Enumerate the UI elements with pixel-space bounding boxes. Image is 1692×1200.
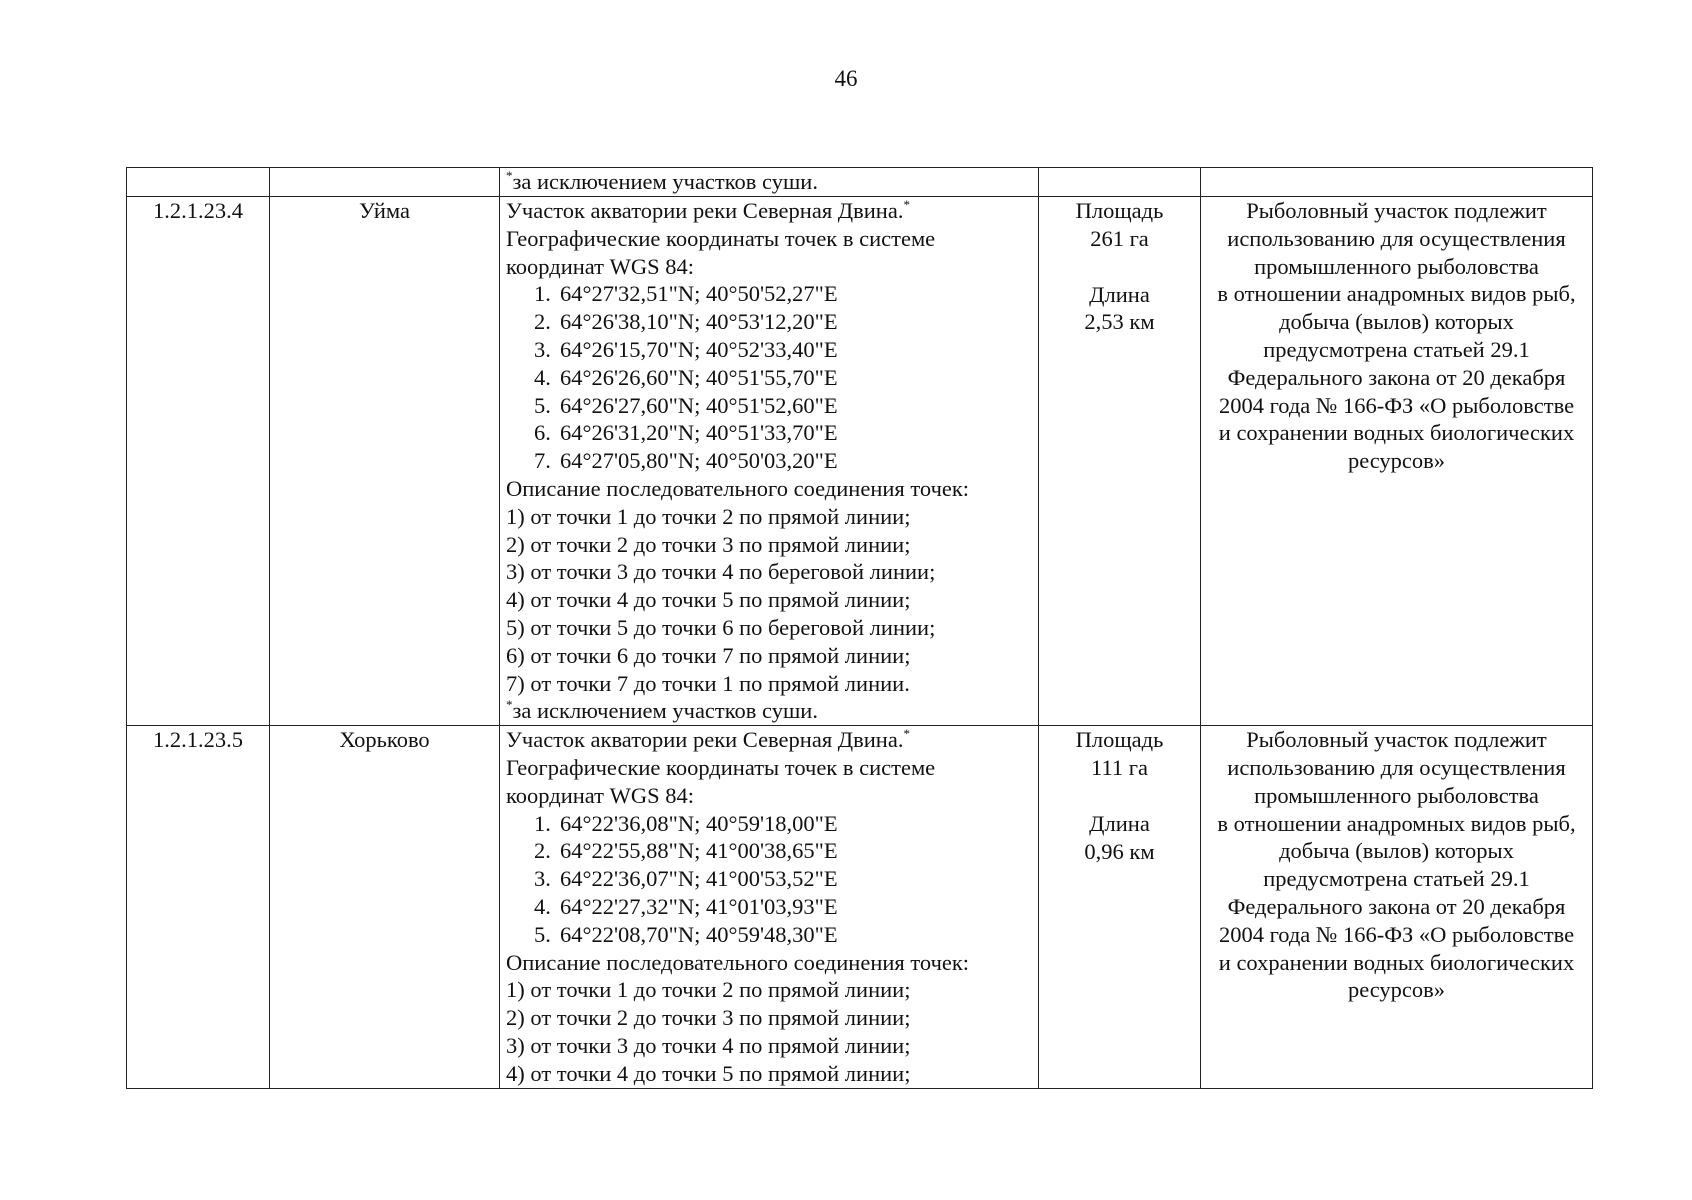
coordinate-point: 3. 64°26'15,70"N; 40°52'33,40"E [534, 336, 838, 362]
area-description [500, 726, 1039, 1088]
connection-line: 2) от точки 2 до точки 3 по прямой линии; [506, 1005, 911, 1031]
connection-line: 6) от точки 6 до точки 7 по прямой линии; [506, 642, 911, 668]
coordinate-point: 3. 64°22'36,07"N; 41°00'53,52"E [534, 866, 838, 892]
footnote-line: *за исключением участков суши. [506, 697, 818, 724]
note-line: использованию для осуществления [1227, 754, 1566, 780]
connection-line: 5) от точки 5 до точки 6 по береговой линии; [506, 614, 936, 640]
description-cell [500, 168, 1039, 197]
note-line: промышленного рыболовства [1254, 253, 1539, 279]
coords-intro: Географические координаты точек в системе [506, 754, 936, 780]
note-line: добыча (вылов) которых [1279, 309, 1514, 335]
note-line: использованию для осуществления [1227, 225, 1566, 251]
area-size-cell [1039, 197, 1201, 726]
note-line: 2004 года № 166-ФЗ «О рыболовстве [1218, 392, 1575, 418]
description-title: Участок акватории реки Северная Двина.* [506, 197, 910, 223]
note-cell [1201, 168, 1593, 197]
connection-intro: Описание последовательного соединения точек: [506, 475, 970, 501]
connection-line: 4) от точки 4 до точки 5 по прямой линии; [506, 1060, 911, 1086]
coordinate-point: 6. 64°26'31,20"N; 40°51'33,70"E [534, 420, 838, 446]
coordinate-point: 5. 64°22'08,70"N; 40°59'48,30"E [534, 921, 838, 947]
coordinate-point: 1. 64°27'32,51"N; 40°50'52,27"E [534, 281, 838, 307]
note-line: промышленного рыболовства [1254, 782, 1539, 808]
note-line: в отношении анадромных видов рыб, [1217, 281, 1576, 307]
area-name: Уйма [270, 197, 500, 726]
note-line: Рыболовный участок подлежит [1246, 198, 1547, 223]
note-line: Федерального закона от 20 декабря [1227, 364, 1566, 390]
coords-intro: координат WGS 84: [506, 253, 695, 279]
fishing-areas-table [126, 167, 1593, 1089]
coordinate-point: 4. 64°26'26,60"N; 40°51'55,70"E [534, 364, 838, 390]
note-line: добыча (вылов) которых [1279, 838, 1514, 864]
connection-line: 2) от точки 2 до точки 3 по прямой линии; [506, 531, 911, 557]
connection-line: 1) от точки 1 до точки 2 по прямой линии; [506, 503, 911, 529]
coords-intro: координат WGS 84: [506, 782, 695, 808]
note-line: Федерального закона от 20 декабря [1227, 893, 1566, 919]
area-label: Площадь [1075, 727, 1164, 753]
note-line: в отношении анадромных видов рыб, [1217, 810, 1576, 836]
table-row-continuation [127, 168, 1593, 197]
table-row [127, 726, 1593, 1088]
area-code: 1.2.1.23.5 [127, 726, 270, 1088]
note-line: 2004 года № 166-ФЗ «О рыболовстве [1218, 921, 1575, 947]
connection-line: 7) от точки 7 до точки 1 по прямой линии. [506, 670, 910, 696]
usage-note-cell [1201, 197, 1593, 726]
connection-line: 3) от точки 3 до точки 4 по прямой линии; [506, 1032, 911, 1058]
coordinate-point: 2. 64°22'55,88"N; 41°00'38,65"E [534, 838, 838, 864]
area-size-cell [1039, 726, 1201, 1088]
connection-line: 4) от точки 4 до точки 5 по прямой линии; [506, 587, 911, 613]
usage-note-cell [1201, 726, 1593, 1088]
coordinate-point: 2. 64°26'38,10"N; 40°53'12,20"E [534, 309, 838, 335]
coordinate-point: 7. 64°27'05,80"N; 40°50'03,20"E [534, 448, 838, 474]
area-name: Хорьково [270, 726, 500, 1088]
note-line: и сохранении водных биологических [1218, 420, 1575, 446]
area-cell [1039, 168, 1201, 197]
connection-line: 3) от точки 3 до точки 4 по береговой линии; [506, 559, 936, 585]
connection-line: 1) от точки 1 до точки 2 по прямой линии; [506, 977, 911, 1003]
coordinate-point: 4. 64°22'27,32"N; 41°01'03,93"E [534, 893, 838, 919]
length-label: Длина [1089, 281, 1150, 307]
area-description [500, 197, 1039, 726]
note-line: Рыболовный участок подлежит [1246, 727, 1547, 753]
footnote-line: *за исключением участков суши. [506, 168, 818, 194]
page-number: 46 [834, 66, 858, 91]
coordinate-point: 1. 64°22'36,08"N; 40°59'18,00"E [534, 810, 838, 836]
length-value: 2,53 км [1084, 309, 1155, 335]
note-line: предусмотрена статьей 29.1 [1263, 336, 1530, 362]
coordinate-point: 5. 64°26'27,60"N; 40°51'52,60"E [534, 392, 838, 418]
area-value: 111 га [1091, 754, 1148, 780]
coords-intro: Географические координаты точек в системе [506, 225, 936, 251]
description-title: Участок акватории реки Северная Двина.* [506, 726, 910, 753]
area-label: Площадь [1075, 198, 1164, 223]
connection-intro: Описание последовательного соединения точек: [506, 949, 970, 975]
area-code: 1.2.1.23.4 [127, 197, 270, 726]
name-cell [270, 168, 500, 197]
length-value: 0,96 км [1084, 838, 1155, 864]
note-line: ресурсов» [1347, 448, 1446, 474]
length-label: Длина [1089, 810, 1150, 836]
code-cell [127, 168, 270, 197]
note-line: и сохранении водных биологических [1218, 949, 1575, 975]
note-line: ресурсов» [1347, 977, 1446, 1003]
area-value: 261 га [1090, 225, 1149, 251]
table-row [127, 197, 1593, 726]
note-line: предусмотрена статьей 29.1 [1263, 866, 1530, 892]
